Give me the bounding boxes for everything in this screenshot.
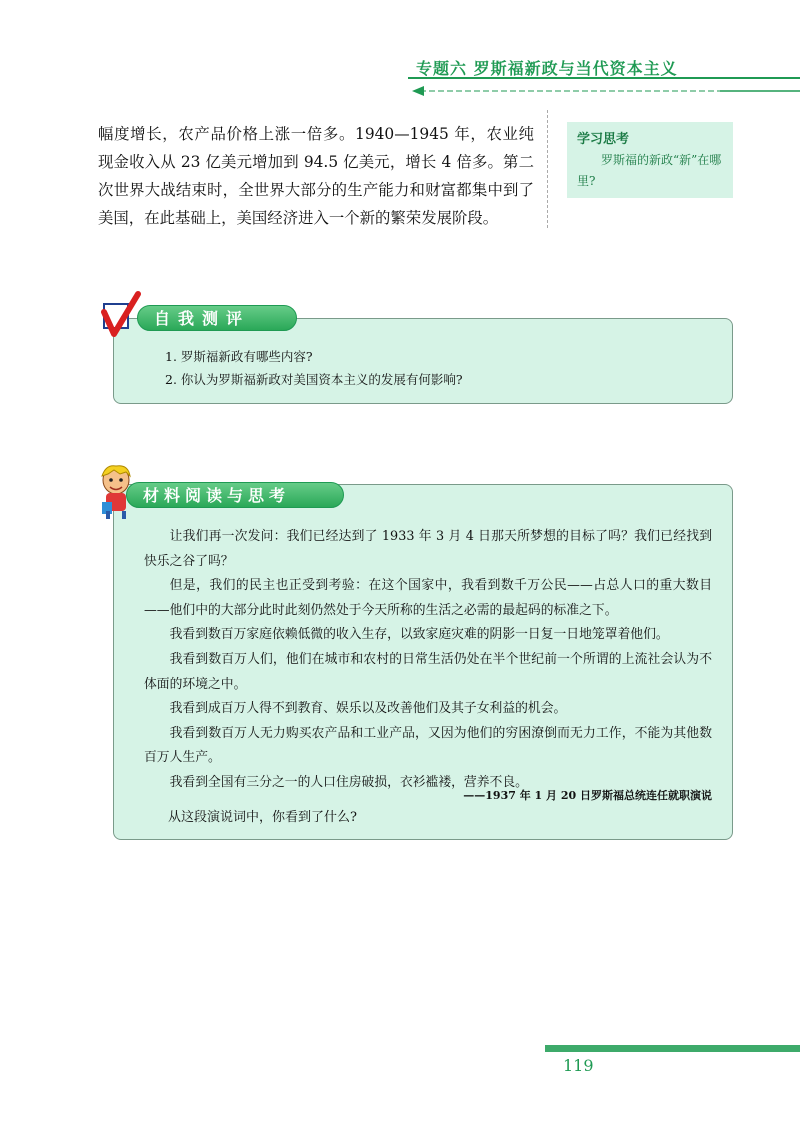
reading-text [144, 525, 712, 796]
self-test-question: 1. 罗斯福新政有哪些内容? [165, 349, 313, 364]
reading-paragraph: 我看到成百万人得不到教育、娱乐以及改善他们及其子女利益的机会。 [169, 701, 567, 717]
reading-tab: 材料阅读与思考 [126, 482, 344, 508]
reading-question: 从这段演说词中，你看到了什么? [168, 810, 357, 825]
reading-paragraph: 但是，我们的民主也正受到考验：在这个国家中，我看到数千万公民——占总人口的重大数目——他们中的大部分此时此刻仍然处于今天所称的生活之必需的最起码的标准之下。 [144, 578, 712, 618]
sidebar-divider [547, 110, 548, 228]
reading-paragraph: 我看到数百万家庭依赖低微的收入生存，以致家庭灾难的阴影一日复一日地笼罩着他们。 [169, 627, 669, 643]
self-test-tab: 自我测评 [137, 305, 297, 331]
reading-paragraph: 我看到全国有三分之一的人口住房破损，衣衫褴褛，营养不良。 [169, 774, 528, 790]
main-body-text: 幅度增长，农产品价格上涨一倍多。1940—1945 年，农业纯现金收入从 23 亿美元增加到 94.5 亿美元，增长 4 倍多。第二次世界大战结束时，全世界大部分的生产能力和财富都集中到了美国，在此基础上，美国经济进入一个新的繁荣发展阶段。 [98, 125, 534, 227]
study-think-text: 罗斯福的新政“新”在哪里? [577, 153, 722, 188]
header-rule [0, 0, 800, 110]
footer-bar [545, 1045, 800, 1052]
reading-paragraph: 我看到数百万人们，他们在城市和农村的日常生活仍处在半个世纪前一个所谓的上流社会认为不体面的环境之中。 [144, 651, 712, 692]
study-think-title: 学习思考 [577, 132, 630, 147]
reading-citation: ——1937 年 1 月 20 日罗斯福总统连任就职演说 [463, 789, 712, 802]
reading-paragraph: 让我们再一次发问：我们已经达到了 1933 年 3 月 4 日那天所梦想的目标了吗？我们已经找到快乐之谷了吗？ [144, 529, 712, 569]
self-test-question: 2. 你认为罗斯福新政对美国资本主义的发展有何影响? [165, 372, 463, 387]
reading-paragraph: 我看到数百万人无力购买农产品和工业产品，又因为他们的穷困潦倒而无力工作，不能为其他数百万人生产。 [144, 725, 712, 766]
study-think-box [567, 122, 733, 198]
header-title: 专题六 罗斯福新政与当代资本主义 [416, 59, 678, 78]
page-number: 119 [563, 1056, 594, 1075]
